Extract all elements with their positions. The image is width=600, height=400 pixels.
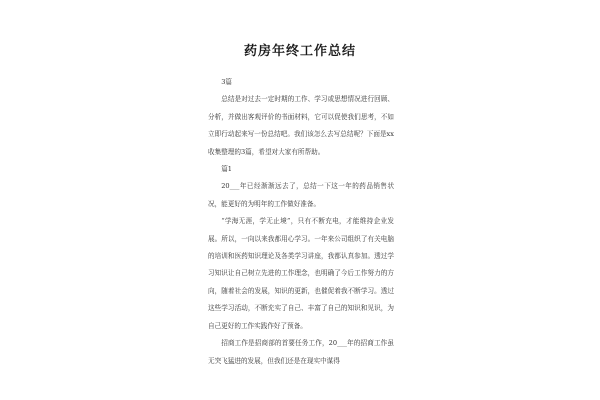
section-heading: 篇1: [221, 165, 232, 174]
body-paragraph: 招商工作是招商部的首要任务工作，20___年的招商工作虽无突飞猛进的发展，但我们还是在现实中谋得: [208, 339, 394, 365]
intro-paragraph: 总结是对过去一定时期的工作、学习或思想情况进行回顾、分析，并做出客观评价的书面材料，它可以促使我们思考，不如立即行动起来写一份总结吧。我们该怎么去写总结呢？下面是xx收集整理的3篇，希望对大家有所帮助。: [208, 95, 394, 156]
document-title: 药房年终工作总结: [243, 44, 356, 59]
body-paragraph: 20___年已经渐渐远去了，总结一下这一年的药品销售状况，能更好的为明年的工作做好准备。: [208, 182, 394, 208]
body-paragraph: “学海无涯，学无止境”，只有不断充电，才能维持企业发展。所以，一向以来我都用心学习。一年来公司组织了有关电脑的培训和医药知识理论及各类学习讲座，我都认真参加。透过学习知识让自己树立先进的工作理念，也明确了今后工作努力的方向，随着社会的发展，知识的更新，也催促着我不断学习。透过这些学习活动，不断充实了自己、丰富了自己的知识和见识，为自己更好的工作实践作好了预备。: [208, 217, 394, 330]
intro-heading: 3篇: [221, 78, 232, 86]
document-body: [208, 74, 394, 370]
